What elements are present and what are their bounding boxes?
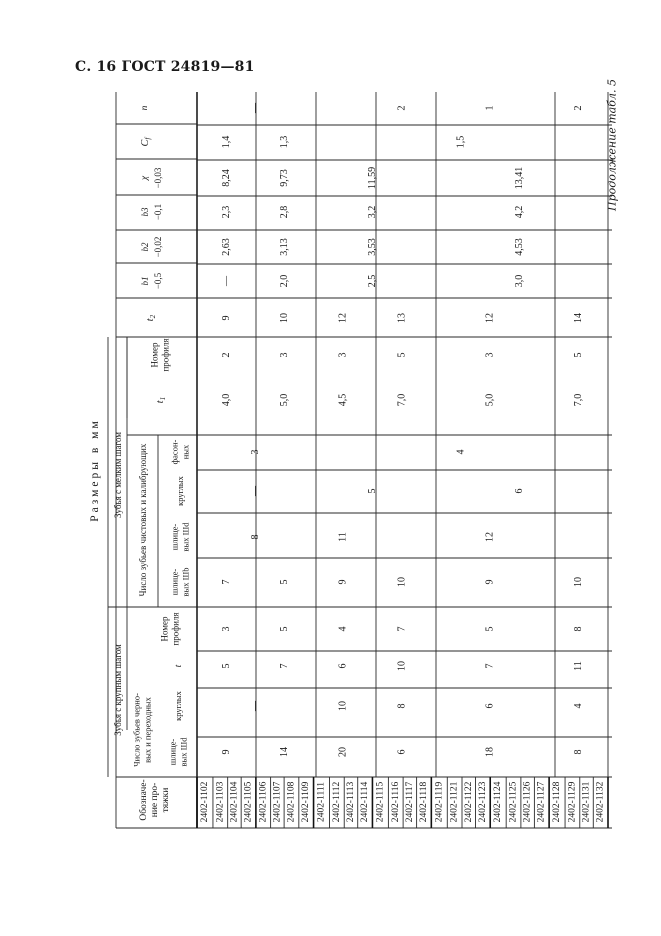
row-designation: 2402-1119 xyxy=(434,781,445,823)
header-fine-profile: профиля xyxy=(160,338,171,372)
cell-chi: 8,24 xyxy=(220,169,232,187)
cell-fine-spline-b: 9 xyxy=(337,579,349,585)
cell-fine-spline-d: 11 xyxy=(337,532,349,542)
row-designation: 2402-1113 xyxy=(345,781,356,823)
header-group-sizes: Размеры в мм xyxy=(89,418,101,522)
row-designation: 2402-1114 xyxy=(360,781,371,823)
cell-coarse-profile: 7 xyxy=(396,626,408,632)
cell-t1: 5,0 xyxy=(279,393,291,407)
cell-t1: 4,0 xyxy=(220,393,232,407)
cell-t1: 7,0 xyxy=(396,393,408,407)
row-designation: 2402-1112 xyxy=(331,781,342,823)
cell-fine-profile: 3 xyxy=(279,352,291,358)
cell-t2: 14 xyxy=(573,313,585,323)
cell-fine-spline-d: 12 xyxy=(484,532,496,542)
cell-coarse-profile: 4 xyxy=(337,626,349,632)
cell-coarse-profile: 5 xyxy=(279,626,291,632)
header-coarse-t: t xyxy=(173,664,183,668)
cell-coarse-spline: 18 xyxy=(484,747,496,757)
row-designation: 2402-1117 xyxy=(404,781,415,823)
cell-b1: 3,0 xyxy=(514,274,526,288)
row-designation: 2402-1131 xyxy=(581,781,592,823)
row-designation: 2402-1111 xyxy=(316,781,327,823)
row-designation: 2402-1107 xyxy=(272,781,283,823)
header-designation: ние про- xyxy=(150,782,160,818)
cell-coarse-round: 6 xyxy=(484,703,496,709)
header-fine-spline-d: вых Шd xyxy=(180,522,191,552)
header-fine-profile: Номер xyxy=(149,342,160,368)
header-chi: χ xyxy=(140,175,150,181)
cell-coarse-profile: 8 xyxy=(573,626,585,632)
header-fine-spline-d: шлице- xyxy=(169,523,180,551)
cell-coarse-round: 8 xyxy=(396,703,408,709)
cell-fine-spline-b: 7 xyxy=(220,579,232,585)
cell-fine-shaped: 3 xyxy=(250,449,262,455)
header-coarse-count: вых и переходных xyxy=(142,697,153,763)
row-designation: 2402-1128 xyxy=(552,781,563,823)
header-coarse-profile: профиля xyxy=(170,612,181,646)
cell-b3: 2,8 xyxy=(279,205,291,219)
row-designation: 2402-1104 xyxy=(229,781,240,823)
cell-b2: 4,53 xyxy=(514,238,526,256)
row-designation: 2402-1122 xyxy=(463,781,474,823)
cell-b2: 3,13 xyxy=(279,238,291,256)
row-designation: 2402-1132 xyxy=(595,781,606,823)
cell-fine-round: 5 xyxy=(366,488,378,494)
header-b3: b3 xyxy=(140,207,150,217)
cell-coarse-spline: 14 xyxy=(279,747,291,757)
cell-t2: 12 xyxy=(337,313,349,323)
row-designation: 2402-1124 xyxy=(493,781,504,823)
header-coarse-profile: Номер xyxy=(159,616,170,642)
cell-b3: 3,2 xyxy=(366,205,378,219)
cell-fine-profile: 5 xyxy=(573,352,585,358)
cell-coarse-round: 4 xyxy=(573,703,585,709)
header-b3-tol: −0,1 xyxy=(153,203,163,221)
cell-b1: 2,5 xyxy=(366,274,378,288)
header-chi-tol: −0,03 xyxy=(153,167,163,189)
header-fine-round: круглых xyxy=(175,476,185,506)
row-designation: 2402-1126 xyxy=(522,781,533,823)
row-designation: 2402-1123 xyxy=(477,781,488,823)
header-n: n xyxy=(140,105,150,111)
cell-fine-spline-b: 9 xyxy=(484,579,496,585)
cell-b1: 2,0 xyxy=(279,274,291,288)
cell-coarse-t: 6 xyxy=(337,663,349,669)
header-fine-spline-b: вых Шb xyxy=(180,567,191,597)
row-designation: 2402-1118 xyxy=(418,781,429,823)
header-coarse-round: круглых xyxy=(173,691,183,721)
row-designation: 2402-1103 xyxy=(215,781,226,823)
header-designation: тяжки xyxy=(161,787,171,813)
cell-t2: 13 xyxy=(396,313,408,323)
cell-coarse-t: 7 xyxy=(279,663,291,669)
cell-chi: 13,41 xyxy=(514,166,526,190)
header-group-coarse: Зубья с крупным шагом xyxy=(113,644,123,736)
cell-coarse-t: 7 xyxy=(484,663,496,669)
cell-coarse-round: — xyxy=(250,701,262,711)
header-t2: $t_2$ xyxy=(144,314,157,322)
header-t1: $t_1$ xyxy=(154,396,167,404)
header-b2-tol: −0,02 xyxy=(153,236,163,258)
cell-b2: 3,53 xyxy=(366,238,378,256)
continuation-text: Продолжение табл. 5 xyxy=(605,79,619,211)
cell-chi: 9,73 xyxy=(279,169,291,187)
row-designation: 2402-1108 xyxy=(286,781,297,823)
cell-t2: 12 xyxy=(484,313,496,323)
row-designation: 2402-1109 xyxy=(301,781,312,823)
cell-fine-profile: 5 xyxy=(396,352,408,358)
cell-fine-shaped: 4 xyxy=(455,449,467,455)
header-fine-count: Число зубьев чистовых и калибрующих xyxy=(138,443,148,597)
cell-coarse-spline: 20 xyxy=(337,747,349,757)
cell-coarse-t: 10 xyxy=(396,661,408,671)
header-b1: b1 xyxy=(140,276,150,286)
cell-chi: 11,59 xyxy=(366,166,378,190)
cell-t2: 9 xyxy=(220,315,232,321)
row-designation: 2402-1125 xyxy=(508,781,519,823)
cell-n: 1 xyxy=(484,105,496,111)
cell-fine-spline-b: 10 xyxy=(396,577,408,587)
header-fine-spline-b: шлице- xyxy=(169,568,180,596)
cell-coarse-profile: 3 xyxy=(220,626,232,632)
header-designation: Обозначе- xyxy=(139,779,149,821)
row-designation: 2402-1129 xyxy=(567,781,578,823)
cell-coarse-profile: 5 xyxy=(484,626,496,632)
cell-fine-spline-d: 8 xyxy=(250,534,262,540)
row-designation: 2402-1106 xyxy=(258,781,269,823)
cell-t1: 5,0 xyxy=(484,393,496,407)
row-designation: 2402-1116 xyxy=(390,781,401,823)
row-designation: 2402-1115 xyxy=(375,781,386,823)
cell-fine-profile: 3 xyxy=(484,352,496,358)
cell-fine-spline-b: 10 xyxy=(573,577,585,587)
cell-coarse-t: 11 xyxy=(573,661,585,671)
cell-b2: 2,63 xyxy=(220,238,232,256)
cell-t2: 10 xyxy=(279,313,291,323)
cell-fine-profile: 3 xyxy=(337,352,349,358)
row-designation: 2402-1127 xyxy=(536,781,547,823)
cell-b3: 4,2 xyxy=(514,205,526,219)
page-title: С. 16 ГОСТ 24819—81 xyxy=(75,59,255,75)
cell-n: 2 xyxy=(396,105,408,111)
cell-fine-round: 6 xyxy=(514,488,526,494)
header-cf: $C_f$ xyxy=(139,137,152,147)
header-coarse-spline: шлице- xyxy=(167,738,178,766)
cell-coarse-spline: 8 xyxy=(573,749,585,755)
header-fine-shaped: фасон- xyxy=(169,439,180,465)
cell-cf: 1,5 xyxy=(455,135,467,149)
row-designation: 2402-1121 xyxy=(449,781,460,823)
header-coarse-count: Число зубьев черно- xyxy=(131,693,142,767)
cell-cf: 1,3 xyxy=(279,135,291,149)
cell-b1: — xyxy=(220,276,232,286)
header-b2: b2 xyxy=(140,242,150,252)
cell-cf: 1,4 xyxy=(220,135,232,149)
header-fine-shaped: ных xyxy=(180,444,191,460)
cell-fine-spline-b: 5 xyxy=(279,579,291,585)
cell-b3: 2,3 xyxy=(220,205,232,219)
cell-fine-profile: 2 xyxy=(220,352,232,358)
cell-n: 2 xyxy=(573,105,585,111)
cell-coarse-spline: 9 xyxy=(220,749,232,755)
row-designation: 2402-1102 xyxy=(199,781,210,823)
cell-t1: 7,0 xyxy=(573,393,585,407)
row-designation: 2402-1105 xyxy=(243,781,254,823)
cell-t1: 4,5 xyxy=(337,393,349,407)
cell-coarse-round: 10 xyxy=(337,701,349,711)
table-labels xyxy=(89,102,606,822)
cell-n: — xyxy=(250,103,262,113)
header-group-fine: Зубья с мелким шагом xyxy=(113,432,123,518)
cell-fine-round: — xyxy=(250,486,262,496)
header-coarse-spline: вых Шd xyxy=(178,737,189,767)
cell-coarse-spline: 6 xyxy=(396,749,408,755)
header-b1-tol: −0,5 xyxy=(153,272,163,290)
cell-coarse-t: 5 xyxy=(220,663,232,669)
